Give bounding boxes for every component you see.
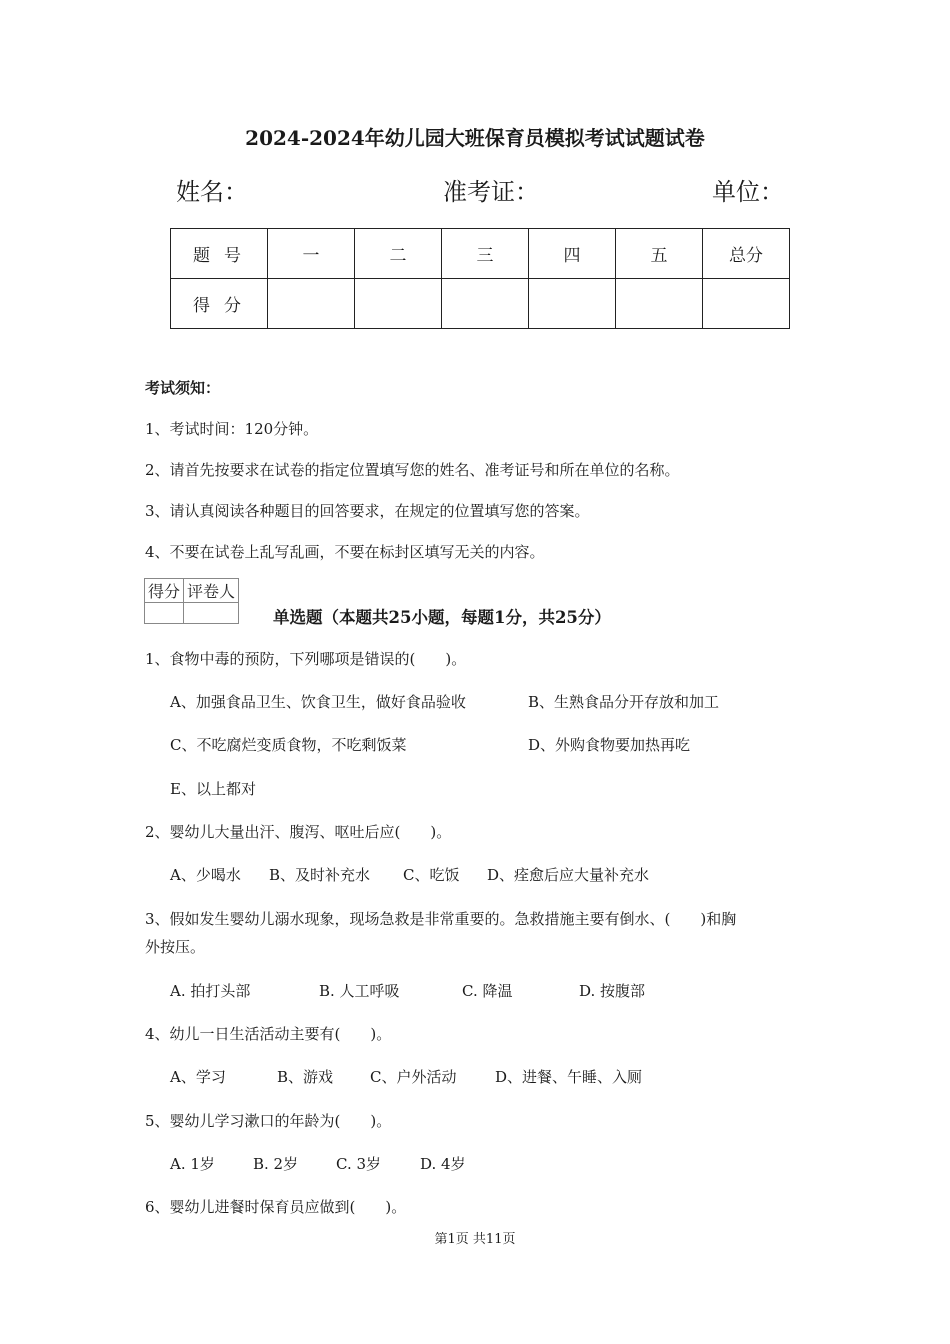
answer-option[interactable]: C. 3岁 <box>336 1155 382 1173</box>
answer-option[interactable]: C、户外活动 <box>370 1068 457 1086</box>
score-table-header-row <box>171 229 790 279</box>
question-stem-continued: 外按压。 <box>145 938 206 956</box>
grader-score-cell[interactable] <box>145 603 184 624</box>
exam-id-field-label: 准考证： <box>443 178 539 206</box>
score-row-label: 得分 <box>171 279 268 329</box>
question-stem: 2、婴幼儿大量出汗、腹泻、呕吐后应( )。 <box>145 823 452 841</box>
answer-option[interactable]: B、游戏 <box>277 1068 334 1086</box>
answer-option[interactable]: A、学习 <box>170 1068 226 1086</box>
score-table-score-row <box>171 279 790 329</box>
score-cell[interactable] <box>616 279 703 329</box>
document-title: 2024-2024年幼儿园大班保育员模拟考试试题试卷 <box>245 126 705 150</box>
score-cell[interactable] <box>268 279 355 329</box>
score-cell[interactable] <box>442 279 529 329</box>
score-table-header-cell: 五 <box>616 229 703 279</box>
answer-option[interactable]: B、及时补充水 <box>269 866 371 884</box>
score-table-header-cell: 总分 <box>703 229 790 279</box>
notice-item: 1、考试时间：120分钟。 <box>145 420 319 438</box>
answer-option[interactable]: B. 2岁 <box>253 1155 299 1173</box>
score-table-header-cell: 二 <box>355 229 442 279</box>
answer-option[interactable]: D. 按腹部 <box>579 982 646 1000</box>
notice-item: 4、不要在试卷上乱写乱画，不要在标封区填写无关的内容。 <box>145 543 545 561</box>
section-title: 单选题（本题共25小题，每题1分，共25分） <box>273 608 611 627</box>
score-table-header-cell: 四 <box>529 229 616 279</box>
page-footer: 第1页 共11页 <box>434 1232 516 1247</box>
answer-option[interactable]: A. 拍打头部 <box>170 982 251 1000</box>
name-field-label: 姓名： <box>176 178 248 206</box>
answer-option[interactable]: C、吃饭 <box>403 866 460 884</box>
question-stem: 1、食物中毒的预防，下列哪项是错误的( )。 <box>145 650 467 668</box>
notice-item: 2、请首先按要求在试卷的指定位置填写您的姓名、准考证号和所在单位的名称。 <box>145 461 680 479</box>
answer-option[interactable]: C. 降温 <box>462 982 513 1000</box>
answer-option[interactable]: E、以上都对 <box>170 780 256 798</box>
score-cell[interactable] <box>703 279 790 329</box>
answer-option[interactable]: D、进餐、午睡、入厕 <box>495 1068 643 1086</box>
grader-box <box>144 578 239 624</box>
answer-option[interactable]: B、生熟食品分开存放和加工 <box>528 693 720 711</box>
score-cell[interactable] <box>355 279 442 329</box>
score-table-header-cell: 一 <box>268 229 355 279</box>
grader-name-cell[interactable] <box>184 603 239 624</box>
answer-option[interactable]: A. 1岁 <box>170 1155 215 1173</box>
answer-option[interactable]: A、加强食品卫生、饮食卫生，做好食品验收 <box>170 693 466 711</box>
question-stem: 4、幼儿一日生活活动主要有( )。 <box>145 1025 392 1043</box>
score-table-header-cell: 题号 <box>171 229 268 279</box>
unit-field-label: 单位： <box>712 178 784 206</box>
question-stem: 6、婴幼儿进餐时保育员应做到( )。 <box>145 1198 407 1216</box>
score-table <box>170 228 790 329</box>
answer-option[interactable]: D、外购食物要加热再吃 <box>528 736 691 754</box>
question-stem: 5、婴幼儿学习漱口的年龄为( )。 <box>145 1112 392 1130</box>
grader-score-label: 得分 <box>145 579 184 603</box>
notice-heading: 考试须知： <box>145 379 221 397</box>
grader-name-label: 评卷人 <box>184 579 239 603</box>
answer-option[interactable]: D. 4岁 <box>420 1155 466 1173</box>
answer-option[interactable]: C、不吃腐烂变质食物，不吃剩饭菜 <box>170 736 407 754</box>
answer-option[interactable]: D、痊愈后应大量补充水 <box>487 866 650 884</box>
answer-option[interactable]: B. 人工呼吸 <box>319 982 400 1000</box>
score-table-header-cell: 三 <box>442 229 529 279</box>
score-cell[interactable] <box>529 279 616 329</box>
answer-option[interactable]: A、少喝水 <box>170 866 241 884</box>
question-stem: 3、假如发生婴幼儿溺水现象，现场急救是非常重要的。急救措施主要有倒水、( )和胸 <box>145 910 737 928</box>
notice-item: 3、请认真阅读各种题目的回答要求，在规定的位置填写您的答案。 <box>145 502 590 520</box>
